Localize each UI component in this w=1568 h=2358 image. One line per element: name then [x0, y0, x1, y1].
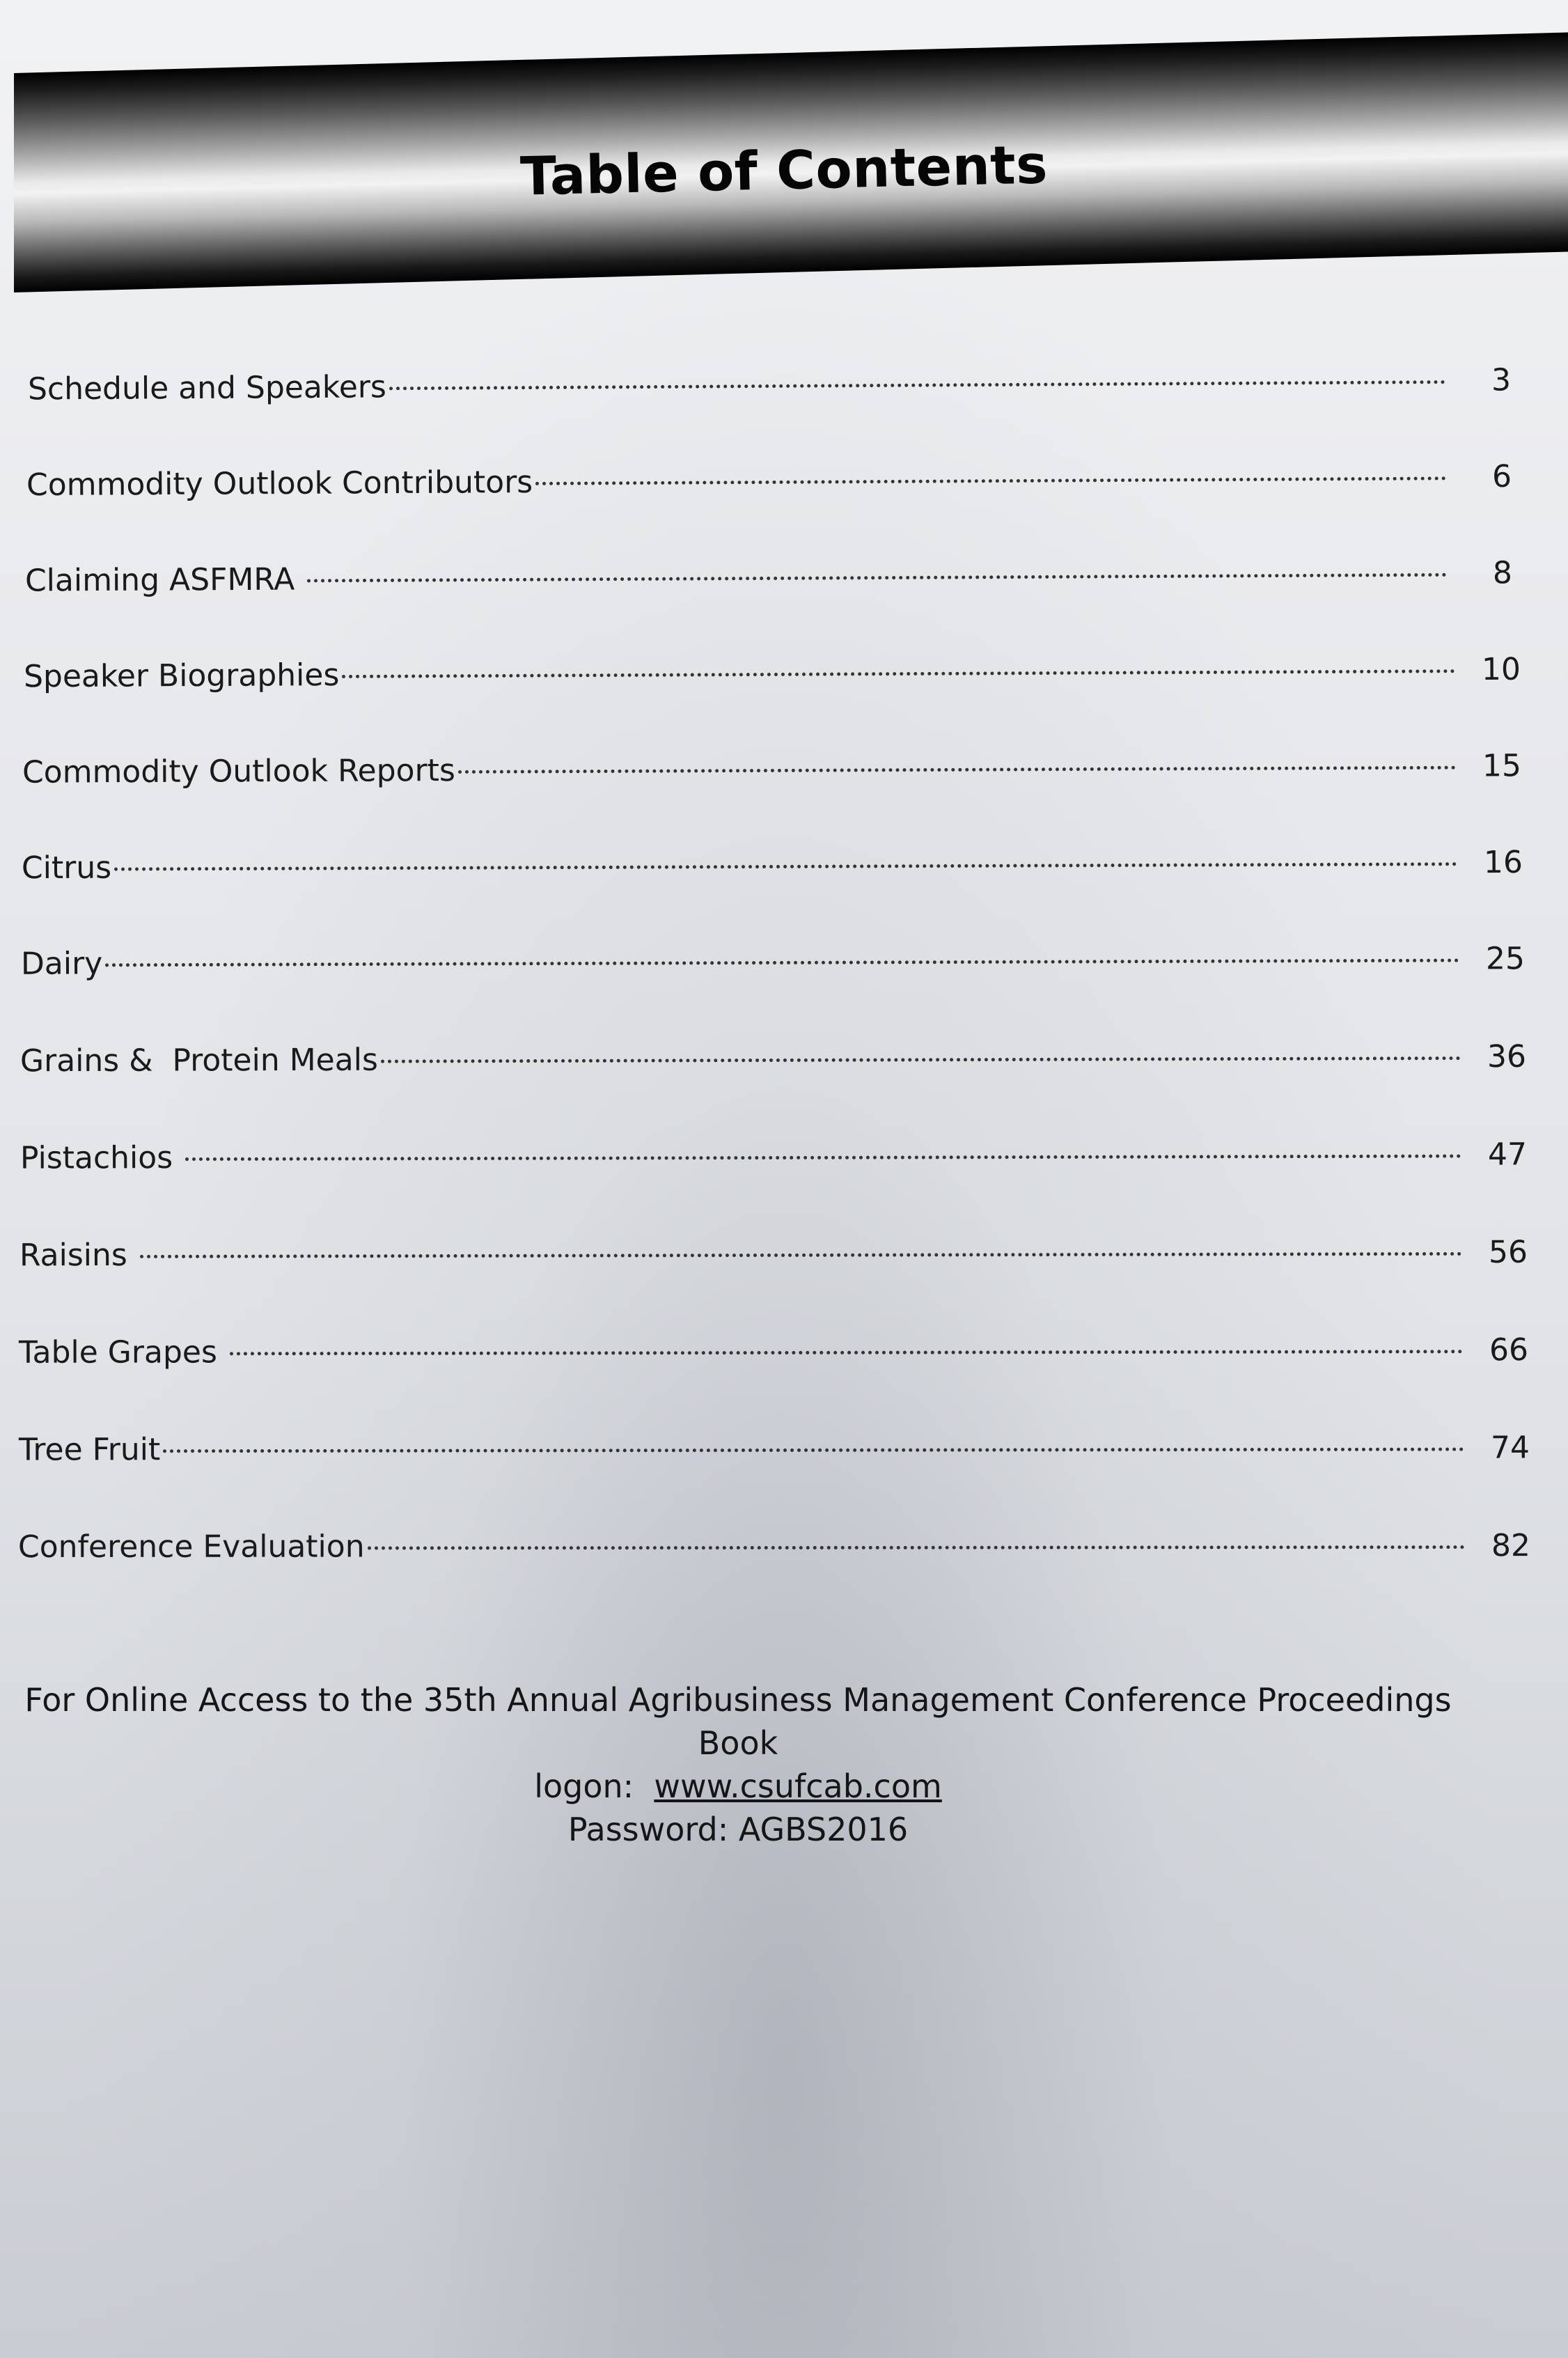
toc-entry-page: 47: [1487, 1137, 1528, 1173]
toc-entry-label: Pistachios: [19, 1140, 183, 1176]
toc-entry[interactable]: [19, 1228, 1528, 1281]
toc-entry-page: 16: [1483, 844, 1523, 881]
toc-entry[interactable]: [28, 356, 1511, 414]
toc-dot-leader: [230, 1350, 1463, 1355]
toc-entry-label: Speaker Biographies: [23, 657, 340, 695]
toc-entry-label: Dairy: [20, 946, 103, 982]
toc-dot-leader: [535, 476, 1446, 485]
toc-dot-leader: [163, 1448, 1464, 1453]
toc-dot-leader: [307, 573, 1447, 583]
toc-dot-leader: [105, 959, 1459, 967]
toc-entry-page: 66: [1489, 1332, 1529, 1368]
toc-entry[interactable]: [22, 838, 1523, 893]
toc-entry-page: 6: [1491, 458, 1512, 495]
logon-label: logon:: [534, 1767, 654, 1805]
toc-entry[interactable]: [20, 1033, 1526, 1086]
toc-entry-label: Citrus: [21, 850, 112, 887]
toc-dot-leader: [185, 1155, 1461, 1161]
toc-dot-leader: [342, 669, 1455, 678]
logon-line: [0, 1765, 1476, 1808]
toc-dot-leader: [368, 1545, 1465, 1549]
toc-entry-label: Raisins: [19, 1237, 137, 1274]
online-access-note: [0, 1678, 1476, 1851]
toc-entry[interactable]: [22, 742, 1521, 797]
password-line: Password: AGBS2016: [567, 1811, 909, 1848]
toc-entry-page: 56: [1488, 1234, 1528, 1270]
toc-entry[interactable]: [24, 646, 1521, 702]
toc-entry[interactable]: [18, 1522, 1530, 1572]
page-title: Table of Contents: [519, 133, 1049, 208]
toc-entry-page: 3: [1491, 362, 1512, 398]
online-access-line: For Online Access to the 35th Annual Agribusiness Management Conference Proceedings Book: [24, 1681, 1452, 1762]
toc-entry-label: Table Grapes: [18, 1334, 227, 1371]
toc-entry-page: 36: [1487, 1038, 1527, 1075]
toc-entry-label: Schedule and Speakers: [27, 369, 387, 407]
toc-dot-leader: [381, 1056, 1461, 1063]
toc-dot-leader: [114, 862, 1457, 870]
toc-entry-label: Commodity Outlook Reports: [22, 752, 455, 790]
toc-entry-page: 25: [1485, 941, 1526, 977]
toc-entry-page: 8: [1492, 555, 1513, 591]
toc-entry[interactable]: [21, 935, 1525, 989]
toc-entry[interactable]: [25, 549, 1512, 605]
toc-entry[interactable]: [20, 1130, 1527, 1182]
toc-entry-page: 15: [1482, 748, 1522, 784]
toc-dot-leader: [389, 380, 1445, 390]
toc-entry-label: Grains & Protein Meals: [19, 1042, 378, 1079]
toc-dot-leader: [458, 766, 1456, 774]
toc-entry-label: Commodity Outlook Contributors: [26, 464, 533, 503]
toc-entry[interactable]: [19, 1326, 1528, 1377]
toc-entry-label: Conference Evaluation: [17, 1529, 365, 1565]
toc-entry-label: Claiming ASFMRA: [24, 561, 305, 599]
toc-dot-leader: [140, 1252, 1462, 1258]
toc-entry-page: 82: [1491, 1528, 1531, 1564]
toc-entry-page: 10: [1481, 651, 1521, 688]
logon-link[interactable]: www.csufcab.com: [654, 1767, 942, 1805]
toc-entry-page: 74: [1490, 1430, 1530, 1466]
toc-entry-label: Tree Fruit: [18, 1432, 161, 1468]
toc-entry[interactable]: [19, 1423, 1530, 1474]
toc-entry[interactable]: [26, 453, 1512, 510]
